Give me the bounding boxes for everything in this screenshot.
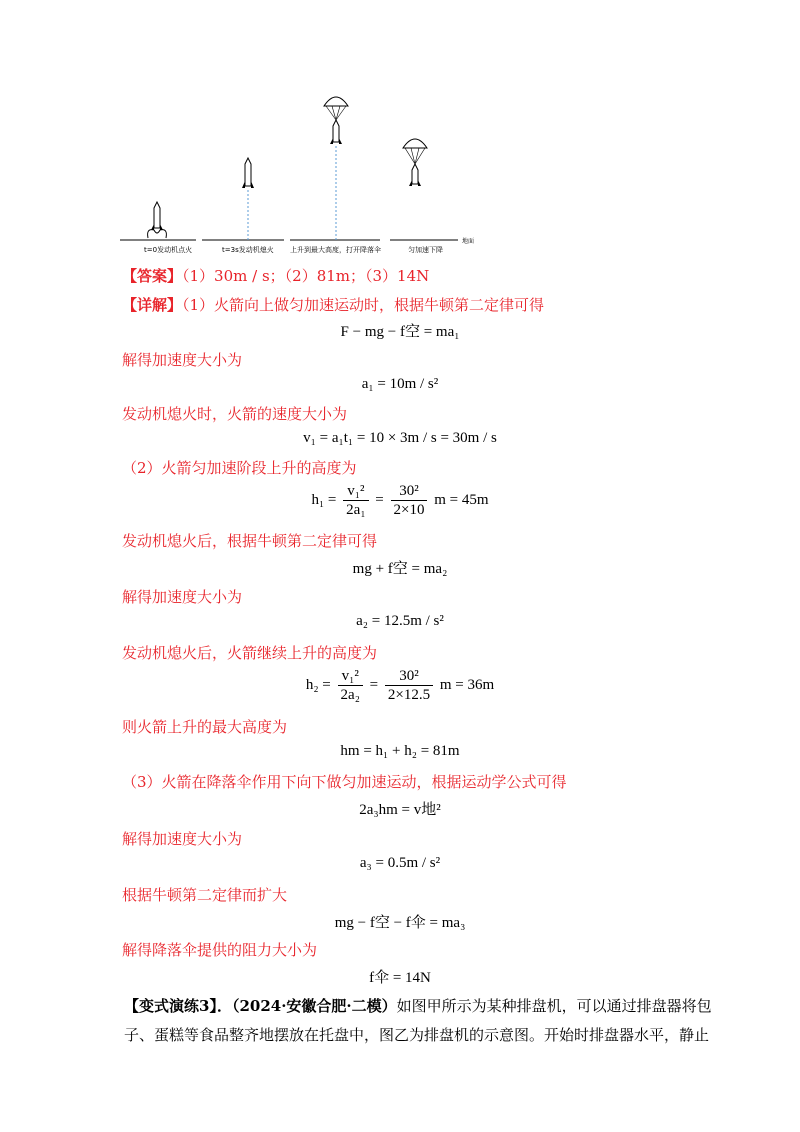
rocket-ignition-icon (148, 202, 167, 238)
answer-tag: 【答案】 (122, 267, 183, 285)
exercise-source: （2024·安徽合肥·二模） (231, 997, 397, 1015)
exercise-heading (124, 995, 712, 1016)
rocket-cutoff-icon (242, 158, 254, 240)
detail-line-9: （3）火箭在降落伞作用下向下做匀加速运动，根据运动学公式可得 (122, 773, 567, 791)
figure-label: 匀加速下降 (408, 246, 443, 254)
detail-line-10: 解得加速度大小为 (122, 830, 243, 848)
figure-label: t=0发动机点火 (144, 246, 193, 254)
detail-line-5: 发动机熄火后，根据牛顿第二定律可得 (122, 532, 378, 550)
equation-6: a₂ = 12.5m / s² (356, 613, 444, 629)
exercise-text-2: 子、蛋糕等食品整齐地摆放在托盘中，图乙为排盘机的示意图。开始时排盘器水平，静止 (124, 1026, 710, 1044)
detail-line-2: 解得加速度大小为 (122, 351, 243, 369)
equation-7 (0, 667, 800, 704)
equation-2: a₁ = 10m / s² (361, 376, 439, 392)
eq7-f2-den: 2×12.5 (387, 687, 431, 703)
equation-11: mg − f空 − f伞 = ma₃ (334, 915, 466, 931)
figure-label: t=3s发动机熄火 (222, 246, 274, 254)
eq4-fraction-1 (343, 482, 368, 519)
equation-8: hm = h₁ + h₂ = 81m (340, 743, 460, 759)
equation-10: a₃ = 0.5m / s² (359, 855, 441, 871)
eq7-fraction-1 (338, 667, 363, 704)
eq7-f2-num: 30² (385, 667, 433, 686)
equation-4 (0, 482, 800, 519)
eq4-f1-den: 2a₁ (346, 502, 366, 518)
exercise-text-1: 如图甲所示为某种排盘机，可以通过排盘器将包 (396, 997, 712, 1015)
eq4-fraction-2 (391, 482, 428, 519)
detail-line-1 (122, 294, 544, 315)
eq7-mid: = (369, 676, 379, 693)
detail-tag: 【详解】 (122, 296, 183, 314)
eq7-f1-den: 2a₂ (340, 687, 360, 703)
eq7-fraction-2 (385, 667, 433, 704)
figure-label: 上升到最大高度，打开降落伞 (290, 246, 381, 254)
eq4-f1-num: v₁² (343, 482, 368, 501)
detail-line-3: 发动机熄火时，火箭的速度大小为 (122, 405, 348, 423)
equation-12: f伞 = 14N (369, 970, 431, 986)
eq7-lhs: h₂ = (305, 676, 331, 693)
equation-1: F − mg − f空 = ma₁ (340, 324, 460, 340)
eq7-rhs: m = 36m (439, 676, 495, 693)
exercise-tag: 【变式演练3】． (124, 997, 232, 1015)
rocket-figure (118, 90, 498, 260)
eq4-rhs: m = 45m (434, 491, 489, 508)
eq4-f2-den: 2×10 (393, 502, 425, 518)
detail-line-7: 发动机熄火后，火箭继续上升的高度为 (122, 644, 378, 662)
answer-parts: （1）30m / s；（2）81m；（3）14N (182, 267, 430, 285)
equation-5: mg + f空 = ma₂ (352, 561, 448, 577)
detail-text: （1）火箭向上做匀加速运动时，根据牛顿第二定律可得 (182, 296, 545, 314)
equation-9: 2a₃hm = v地² (359, 802, 441, 818)
detail-line-4: （2）火箭匀加速阶段上升的高度为 (122, 459, 357, 477)
detail-line-6: 解得加速度大小为 (122, 588, 243, 606)
eq4-lhs: h₁ = (311, 491, 337, 508)
detail-line-12: 解得降落伞提供的阻力大小为 (122, 941, 318, 959)
figure-label: 地面 (462, 238, 475, 245)
eq4-mid: = (375, 491, 384, 508)
detail-line-8: 则火箭上升的最大高度为 (122, 718, 288, 736)
rocket-descending-icon (403, 139, 427, 186)
rocket-parachute-open-icon (324, 97, 348, 240)
eq7-f1-num: v₁² (338, 667, 363, 686)
detail-line-11: 根据牛顿第二定律而扩大 (122, 886, 288, 904)
eq4-f2-num: 30² (391, 482, 428, 501)
equation-3: v₁ = a₁t₁ = 10 × 3m / s = 30m / s (303, 430, 497, 446)
answer-line (122, 265, 429, 286)
